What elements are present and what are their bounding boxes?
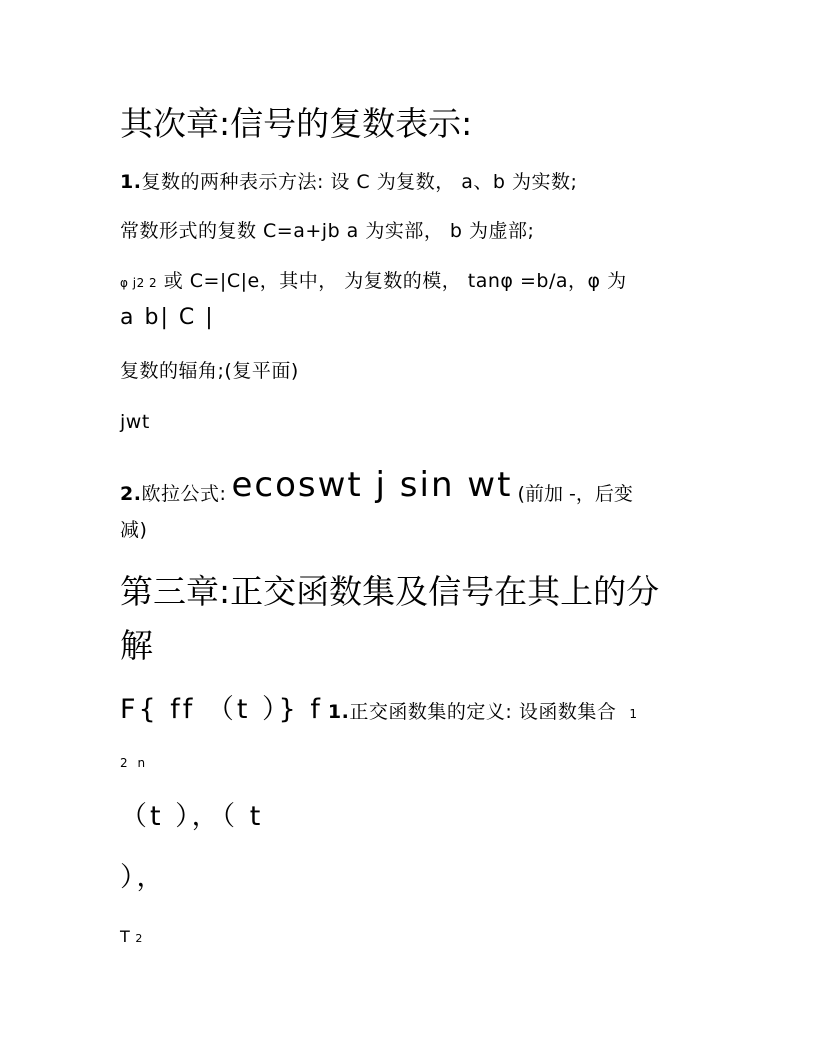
section-1-number: 1. — [120, 171, 142, 193]
function-args-line: （t ），（ t — [120, 801, 264, 832]
polar-superscript: φ j2 2 — [120, 276, 158, 290]
t-symbol: T — [120, 927, 131, 946]
t-subscript: 2 — [135, 932, 143, 945]
section-3-number: 1. — [327, 701, 350, 723]
section-2-line — [120, 465, 633, 505]
argument-line: 复数的辐角;(复平面) — [120, 360, 299, 382]
section-1-line — [120, 173, 577, 192]
euler-formula: ecoswt j sin wt — [231, 465, 513, 505]
chapter-3-heading-line-2: 解 — [120, 626, 153, 665]
jwt-exponent-line: jwt — [120, 411, 150, 433]
chapter-3-heading-line-1: 第三章:正交函数集及信号在其上的分 — [120, 572, 660, 611]
subscript-2-n-line: 2 n — [120, 756, 146, 770]
modulus-line: a b| C | — [120, 305, 215, 330]
section-3-line — [120, 696, 637, 723]
euler-note-continuation: 减) — [120, 519, 148, 541]
section-3-subscript: 1 — [629, 707, 638, 721]
euler-note: (前加 -，后变 — [517, 483, 633, 505]
function-set-expression: F{ ff （t ）} f — [120, 694, 323, 725]
section-2-number: 2. — [120, 483, 142, 505]
polar-text: 或 C=|C|e，其中， 为复数的模， tanφ =b/a，φ 为 — [163, 270, 627, 292]
t2-line — [120, 929, 142, 945]
polar-form-line — [120, 272, 627, 291]
section-1-text: 复数的两种表示方法: 设 C 为复数， a、b 为实数; — [141, 171, 578, 193]
rectangular-form-line: 常数形式的复数 C=a+jb a 为实部， b 为虚部; — [120, 220, 535, 242]
chapter-2-heading: 其次章:信号的复数表示: — [120, 104, 473, 143]
section-2-label: 欧拉公式: — [141, 483, 227, 505]
section-3-text: 正交函数集的定义: 设函数集合 — [349, 701, 617, 723]
function-close-line: ）， — [120, 862, 167, 893]
